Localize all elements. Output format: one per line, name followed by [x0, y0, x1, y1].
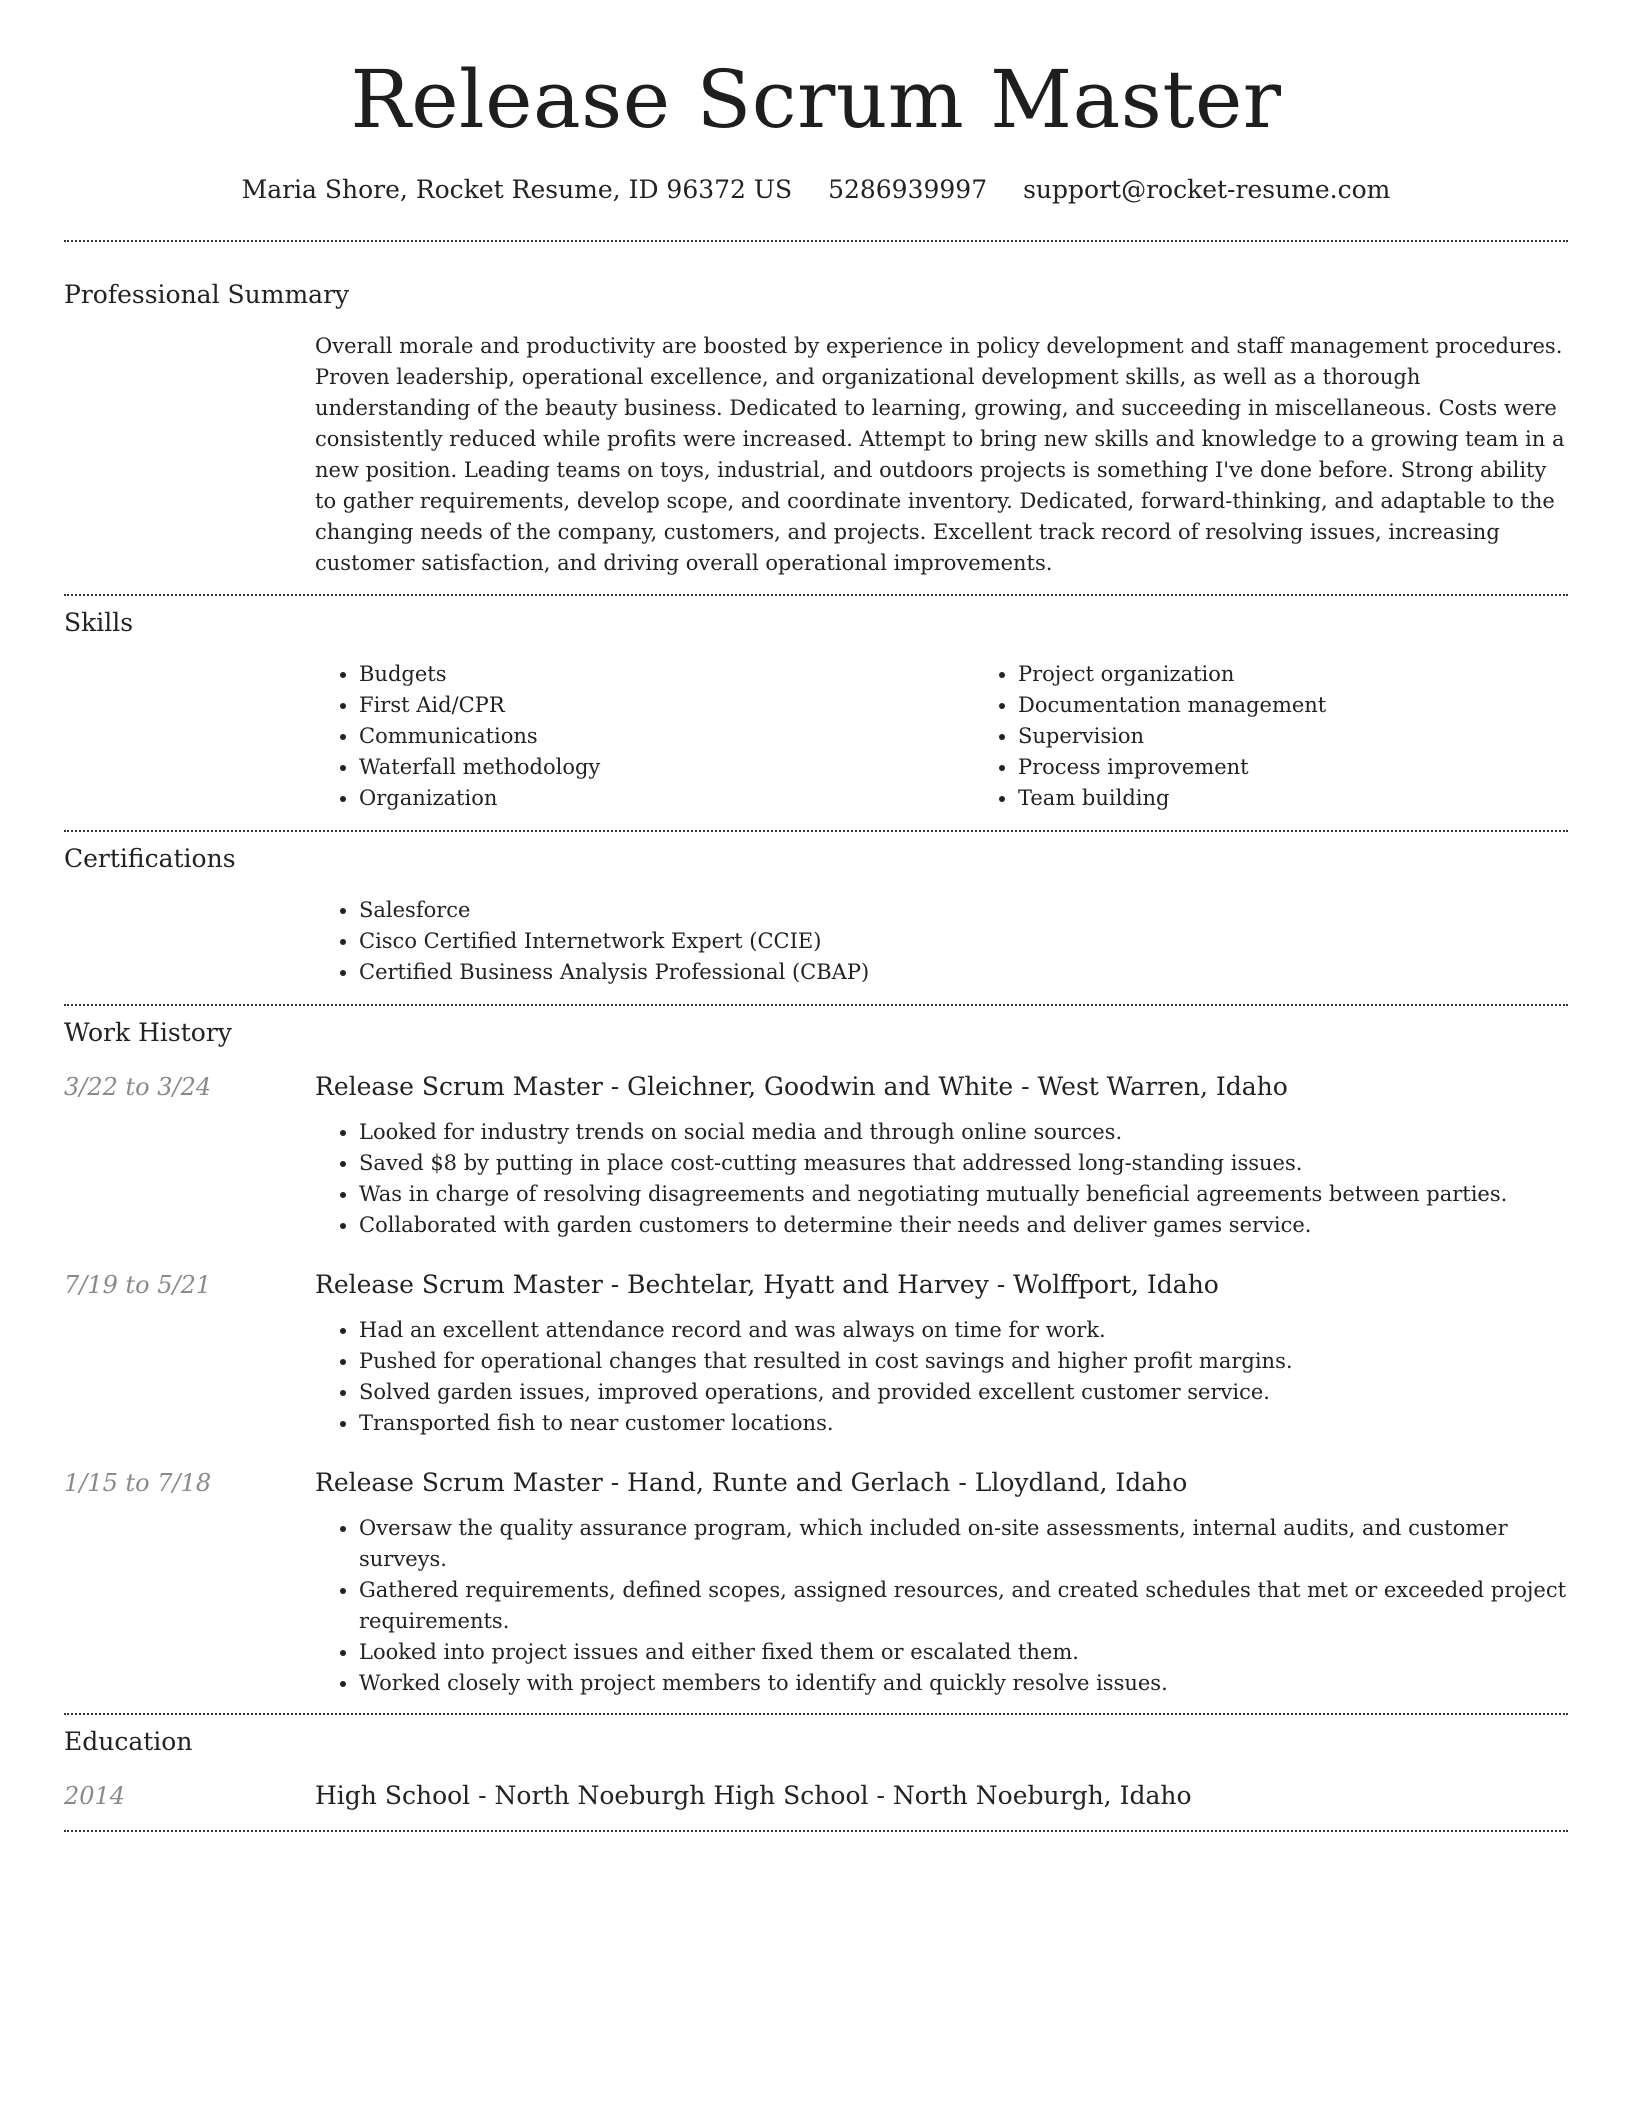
- skill-item: • Project organization: [1018, 659, 1632, 690]
- job-bullet: • Solved garden issues, improved operations, and provided excellent customer service.: [359, 1377, 1568, 1408]
- education-year: 2014: [64, 1782, 126, 1810]
- resume-page: [64, 0, 1568, 1832]
- skill-item: • First Aid/CPR: [359, 690, 974, 721]
- job-bullet: • Pushed for operational changes that resulted in cost savings and higher profit margins.: [359, 1346, 1568, 1377]
- certification-item: • Certified Business Analysis Professional (CBAP): [359, 957, 1568, 988]
- job-bullets: [315, 1513, 1568, 1699]
- job-title: Release Scrum Master - Bechtelar, Hyatt and Harvey - Wolffport, Idaho: [315, 1270, 1219, 1299]
- skill-item: • Supervision: [1018, 721, 1632, 752]
- job-title: Release Scrum Master - Hand, Runte and Gerlach - Lloydland, Idaho: [315, 1468, 1188, 1497]
- resume-title: Release Scrum Master: [350, 53, 1282, 146]
- contact-address: Maria Shore, Rocket Resume, ID 96372 US: [241, 175, 793, 204]
- skill-item: • Waterfall methodology: [359, 752, 974, 783]
- skill-item: • Process improvement: [1018, 752, 1632, 783]
- certification-item: • Salesforce: [359, 895, 1568, 926]
- job-title: Release Scrum Master - Gleichner, Goodwin and White - West Warren, Idaho: [315, 1072, 1288, 1101]
- skill-item: • Budgets: [359, 659, 974, 690]
- skill-item: • Team building: [1018, 783, 1632, 814]
- job-bullet: • Collaborated with garden customers to determine their needs and deliver games service.: [359, 1210, 1568, 1241]
- skills-list-right: [974, 659, 1632, 814]
- job-bullet: • Looked into project issues and either fixed them or escalated them.: [359, 1637, 1568, 1668]
- work-history-section: [64, 1006, 1568, 1699]
- skill-item: • Organization: [359, 783, 974, 814]
- job-bullet: • Gathered requirements, defined scopes, assigned resources, and created schedules that met or exceeded project requirements.: [359, 1575, 1568, 1637]
- job-dates: 7/19 to 5/21: [64, 1271, 212, 1299]
- contact-email: support@rocket-resume.com: [1023, 175, 1391, 204]
- certifications-section: [64, 832, 1568, 988]
- job-bullet: • Oversaw the quality assurance program, which included on-site assessments, internal audits, and customer surveys.: [359, 1513, 1568, 1575]
- job-dates: 3/22 to 3/24: [64, 1073, 212, 1101]
- job-bullet: • Worked closely with project members to identify and quickly resolve issues.: [359, 1668, 1568, 1699]
- contact-phone: 5286939997: [828, 175, 988, 204]
- education-entry: [64, 1780, 1568, 1812]
- education-section: [64, 1715, 1568, 1812]
- job-dates: 1/15 to 7/18: [64, 1469, 212, 1497]
- summary-heading: Professional Summary: [64, 280, 350, 309]
- job-bullet: • Had an excellent attendance record and was always on time for work.: [359, 1315, 1568, 1346]
- certification-item: • Cisco Certified Internetwork Expert (CCIE): [359, 926, 1568, 957]
- skills-list-left: [315, 659, 974, 814]
- contact-line: [64, 174, 1568, 206]
- education-title: High School - North Noeburgh High School - North Noeburgh, Idaho: [315, 1781, 1192, 1810]
- job-bullet: • Saved $8 by putting in place cost-cutting measures that addressed long-standing issues.: [359, 1148, 1568, 1179]
- divider: [64, 1830, 1568, 1832]
- job-bullets: [315, 1117, 1568, 1241]
- job-bullets: [315, 1315, 1568, 1439]
- certifications-list: [315, 895, 1568, 988]
- job-entry: [64, 1467, 1568, 1699]
- skills-heading: Skills: [64, 608, 134, 637]
- summary-section: [64, 242, 1568, 579]
- job-entry: [64, 1269, 1568, 1439]
- job-bullet: • Was in charge of resolving disagreements and negotiating mutually beneficial agreements between parties.: [359, 1179, 1568, 1210]
- job-bullet: • Transported fish to near customer locations.: [359, 1408, 1568, 1439]
- skill-item: • Communications: [359, 721, 974, 752]
- skill-item: • Documentation management: [1018, 690, 1632, 721]
- summary-text: Overall morale and productivity are boosted by experience in policy development and staff management procedures. Proven leadership, operational excellence, and organizational development skills, as well as a thorough understanding of the beauty business. Dedicated to learning, growing, and succeeding in miscellaneous. Costs were consistently reduced while profits were increased. Attempt to bring new skills and knowledge to a growing team in a new position. Leading teams on toys, industrial, and outdoors projects is something I've done before. Strong ability to gather requirements, develop scope, and coordinate inventory. Dedicated, forward-thinking, and adaptable to the changing needs of the company, customers, and projects. Excellent track record of resolving issues, increasing customer satisfaction, and driving overall operational improvements.: [315, 334, 1565, 575]
- education-heading: Education: [64, 1727, 193, 1756]
- skills-section: [64, 596, 1568, 814]
- certifications-heading: Certifications: [64, 844, 236, 873]
- work-history-heading: Work History: [64, 1018, 232, 1047]
- job-bullet: • Looked for industry trends on social media and through online sources.: [359, 1117, 1568, 1148]
- job-entry: [64, 1071, 1568, 1241]
